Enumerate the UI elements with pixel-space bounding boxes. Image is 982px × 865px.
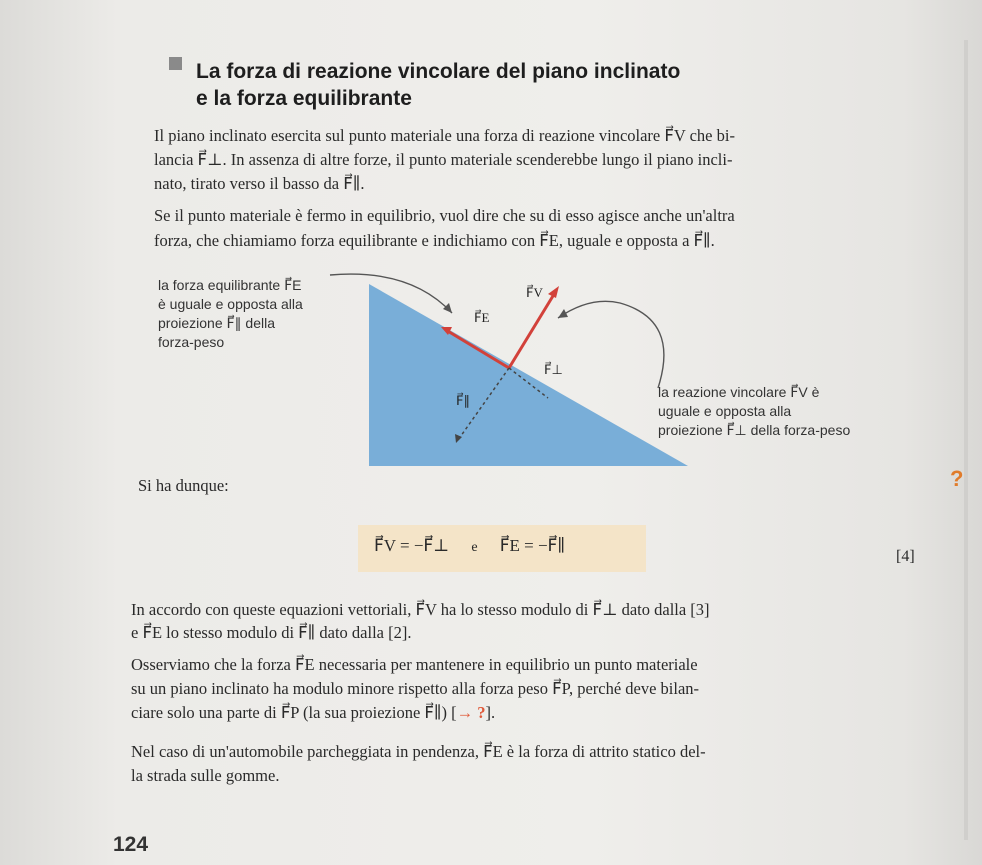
equation-left: F⃗V = −F⃗⊥ [374,536,450,555]
caption-right-line-2: uguale e opposta alla [658,403,792,419]
paragraph-5-line-2: la strada sulle gomme. [131,766,280,785]
intro-text: Si ha dunque: [138,476,229,495]
fperp-label: F⃗⊥ [544,362,563,377]
question-mark-icon[interactable]: ? [950,466,964,491]
right-curved-arrow [558,301,664,388]
paragraph-4-line-3 [131,701,495,725]
paragraph-3-line-1: In accordo con queste equazioni vettoriali, F⃗V ha lo stesso modulo di F⃗⊥ dato dalla [3] [131,600,710,619]
figure-caption-right [658,383,850,440]
caption-left-line-3: proiezione F⃗∥ della [158,315,276,331]
caption-left-line-4: forza-peso [158,334,225,350]
caption-left-line-2: è uguale e opposta alla [158,296,303,312]
paragraph-2-line-1: Se il punto materiale è fermo in equilibrio, vuol dire che su di esso agisce anche un'altra [154,206,735,225]
paragraph-4-line-2: su un piano inclinato ha modulo minore rispetto alla forza peso F⃗P, perché deve bilan- [131,679,700,698]
title-line-1: La forza di reazione vincolare del piano inclinato [196,60,681,83]
equation-number: [4] [896,548,915,565]
paragraph-1-line-1: Il piano inclinato esercita sul punto materiale una forza di reazione vincolare F⃗V che bi- [154,126,735,145]
caption-left-line-1: la forza equilibrante F⃗E [158,277,302,293]
paragraph-3-line-2: e F⃗E lo stesso modulo di F⃗∥ dato dalla [2]. [131,623,412,642]
paragraph-4-line-3-text: ciare solo una parte di F⃗P (la sua proiezione F⃗∥) [ [131,703,457,722]
fv-vector [509,291,556,368]
fv-label: F⃗V [526,285,543,300]
paragraph-1-line-2: lancia F⃗⊥. In assenza di altre forze, il punto materiale scenderebbe lungo il piano incli- [154,150,733,169]
equation [374,536,565,556]
cross-reference-link[interactable]: → ? [456,703,486,722]
paragraph-2-line-2: forza, che chiamiamo forza equilibrante e indichiamo con F⃗E, uguale e opposta a F⃗∥. [154,231,715,250]
paragraph-1-line-3: nato, tirato verso il basso da F⃗∥. [154,174,365,193]
equation-conjunction: e [471,540,478,555]
paragraph-5-line-1: Nel caso di un'automobile parcheggiata in pendenza, F⃗E è la forza di attrito statico del- [131,742,706,761]
right-curved-arrowhead [558,309,568,318]
paragraph-4-line-1: Osserviamo che la forza F⃗E necessaria per mantenere in equilibrio un punto materiale [131,655,698,674]
fv-arrowhead [548,286,559,298]
fe-label: F⃗E [474,310,490,325]
caption-right-line-3: proiezione F⃗⊥ della forza-peso [658,422,851,438]
page-number: 124 [113,833,149,856]
figure-caption-left [158,276,303,352]
fpar-label: F⃗∥ [456,393,470,408]
paragraph-4-line-3-end: ]. [485,703,496,722]
equation-right: F⃗E = −F⃗∥ [499,536,566,555]
left-curved-arrowhead [443,303,452,313]
caption-right-line-1: la reazione vincolare F⃗V è [658,384,820,400]
title-line-2: e la forza equilibrante [196,87,412,110]
